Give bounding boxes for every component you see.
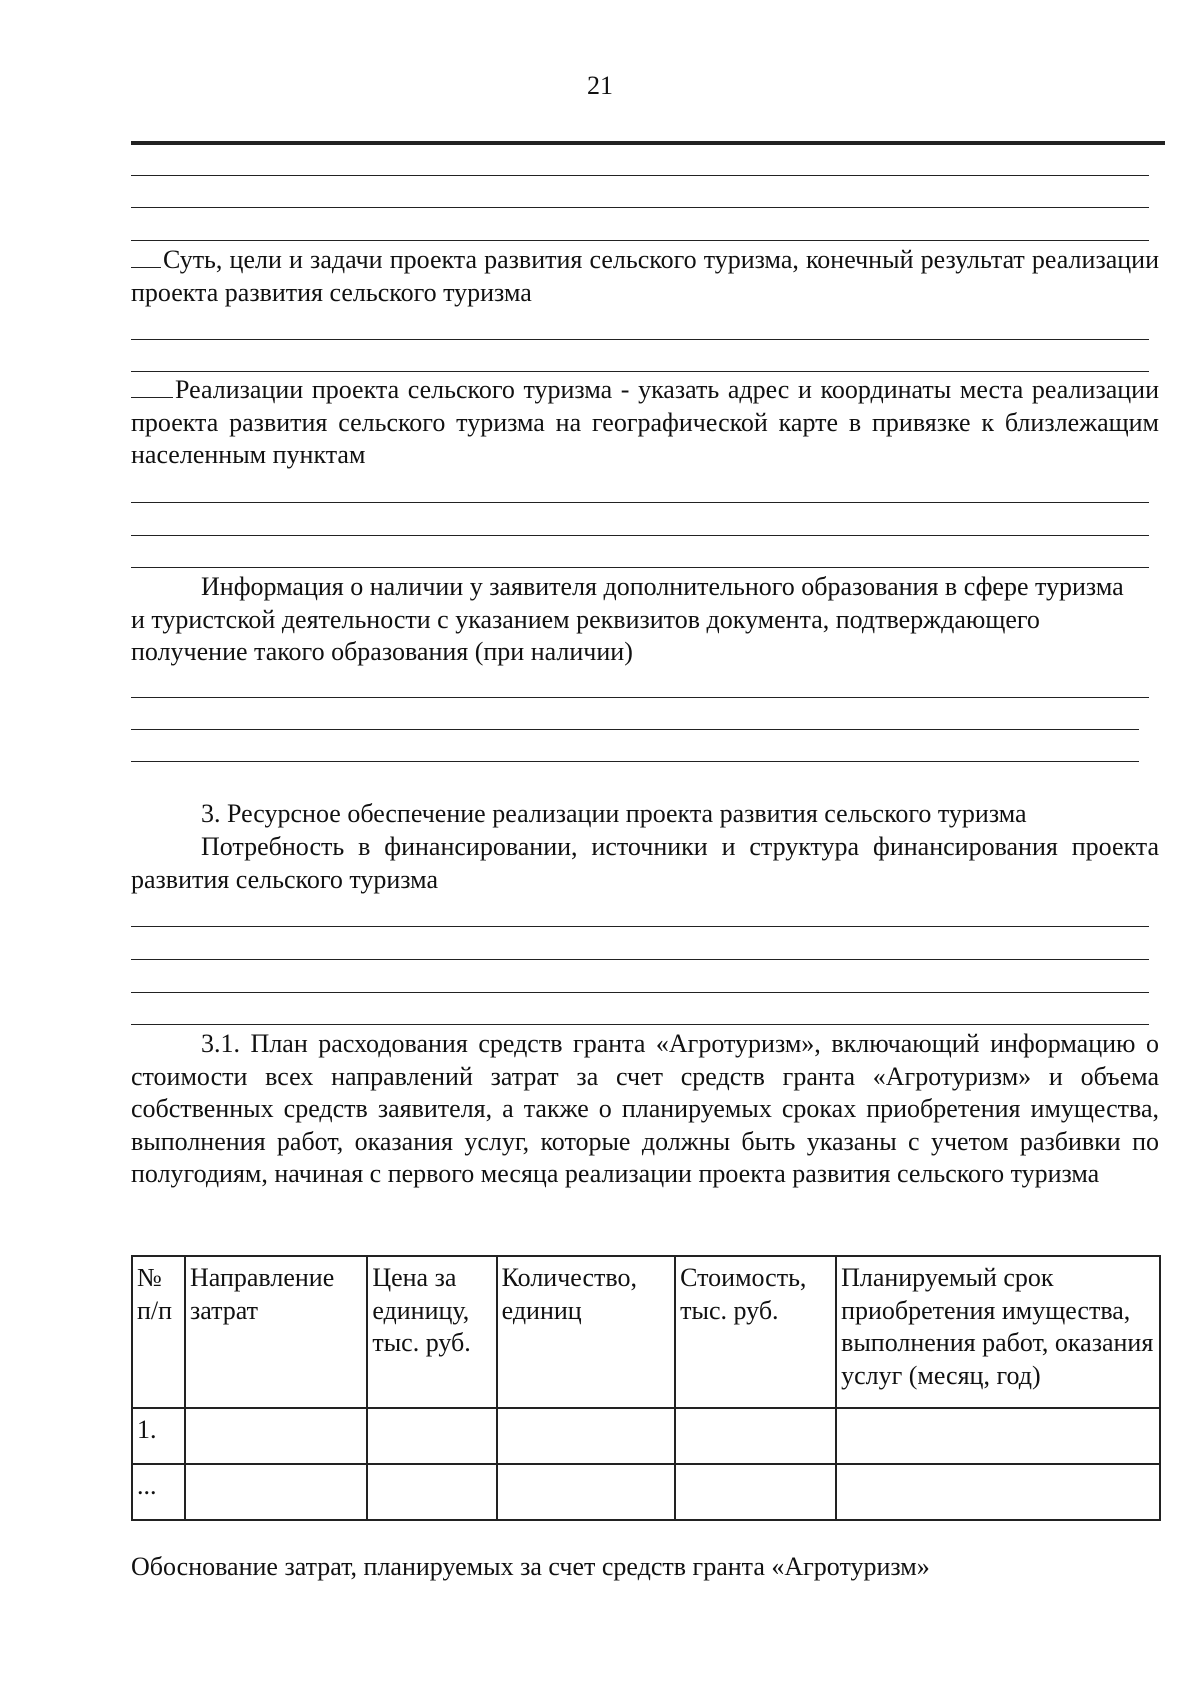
table-cell: ... xyxy=(132,1464,185,1520)
blank-line xyxy=(131,207,1149,208)
header-rule xyxy=(131,141,1165,145)
header-unit-price: Цена за единицу, тыс. руб. xyxy=(367,1256,496,1408)
table-header-row xyxy=(132,1256,1160,1408)
blank-line xyxy=(131,535,1149,536)
essence-text: Суть, цели и задачи проекта развития сельского туризма, конечный результат реализации проекта развития сельского туризма xyxy=(131,245,1159,307)
table-cell[interactable] xyxy=(836,1464,1160,1520)
header-quantity: Количество, единиц xyxy=(497,1256,676,1408)
essence-paragraph xyxy=(131,244,1159,309)
header-planned-term: Планируемый срок приобретения имущества, выполнения работ, оказания услуг (месяц, год) xyxy=(836,1256,1160,1408)
justification-paragraph: Обоснование затрат, планируемых за счет средств гранта «Агротуризм» xyxy=(131,1552,930,1581)
resources-heading: 3. Ресурсное обеспечение реализации проекта развития сельского туризма xyxy=(201,799,1027,828)
page-number: 21 xyxy=(587,71,613,100)
blank-line xyxy=(131,697,1149,698)
header-number: № п/п xyxy=(132,1256,185,1408)
blank-line xyxy=(131,729,1139,730)
fill-blank[interactable] xyxy=(131,267,161,268)
table-cell[interactable] xyxy=(675,1408,836,1464)
table-cell[interactable] xyxy=(675,1464,836,1520)
blank-line xyxy=(131,502,1149,503)
plan-paragraph: 3.1. План расходования средств гранта «Агротуризм», включающий информацию о стоимости всех направлений затрат за счет средств гранта «Агротуризм» и объема собственных средств заявителя, а также о планируемых сроках приобретения имущества, выполнения работ, оказания услуг, которые должны быть указаны с учетом разбивки по полугодиям, начиная с первого месяца реализации проекта развития сельского туризма xyxy=(131,1029,1159,1188)
table-cell[interactable] xyxy=(367,1464,496,1520)
header-expense-direction: Направление затрат xyxy=(185,1256,367,1408)
blank-line xyxy=(131,339,1149,340)
blank-line xyxy=(131,992,1149,993)
table-cell[interactable] xyxy=(367,1408,496,1464)
blank-line xyxy=(131,926,1149,927)
table-row xyxy=(132,1408,1160,1464)
expenses-table xyxy=(131,1255,1161,1521)
table-cell[interactable] xyxy=(497,1408,676,1464)
blank-line xyxy=(131,567,1149,568)
location-text: Реализации проекта сельского туризма - указать адрес и координаты места реализации проекта развития сельского туризма на географической карте в привязке к близлежащим населенным пунктам xyxy=(131,375,1159,469)
blank-line xyxy=(131,175,1149,176)
financing-paragraph: Потребность в финансировании, источники и структура финансирования проекта развития сельского туризма xyxy=(131,832,1159,894)
table-cell[interactable] xyxy=(497,1464,676,1520)
blank-line xyxy=(131,959,1149,960)
fill-blank[interactable] xyxy=(131,397,173,398)
blank-line xyxy=(131,371,1149,372)
table-cell[interactable] xyxy=(836,1408,1160,1464)
blank-line xyxy=(131,761,1139,762)
table-cell[interactable] xyxy=(185,1408,367,1464)
blank-line xyxy=(131,1024,1149,1025)
table-cell[interactable] xyxy=(185,1464,367,1520)
table-cell: 1. xyxy=(132,1408,185,1464)
education-paragraph: Информация о наличии у заявителя дополнительного образования в сфере туризма и туристской деятельности с указанием реквизитов документа, подтверждающего получение такого образования (при наличии) xyxy=(131,572,1124,666)
header-cost: Стоимость, тыс. руб. xyxy=(675,1256,836,1408)
blank-line xyxy=(131,240,1149,241)
table-row xyxy=(132,1464,1160,1520)
location-paragraph xyxy=(131,374,1159,472)
